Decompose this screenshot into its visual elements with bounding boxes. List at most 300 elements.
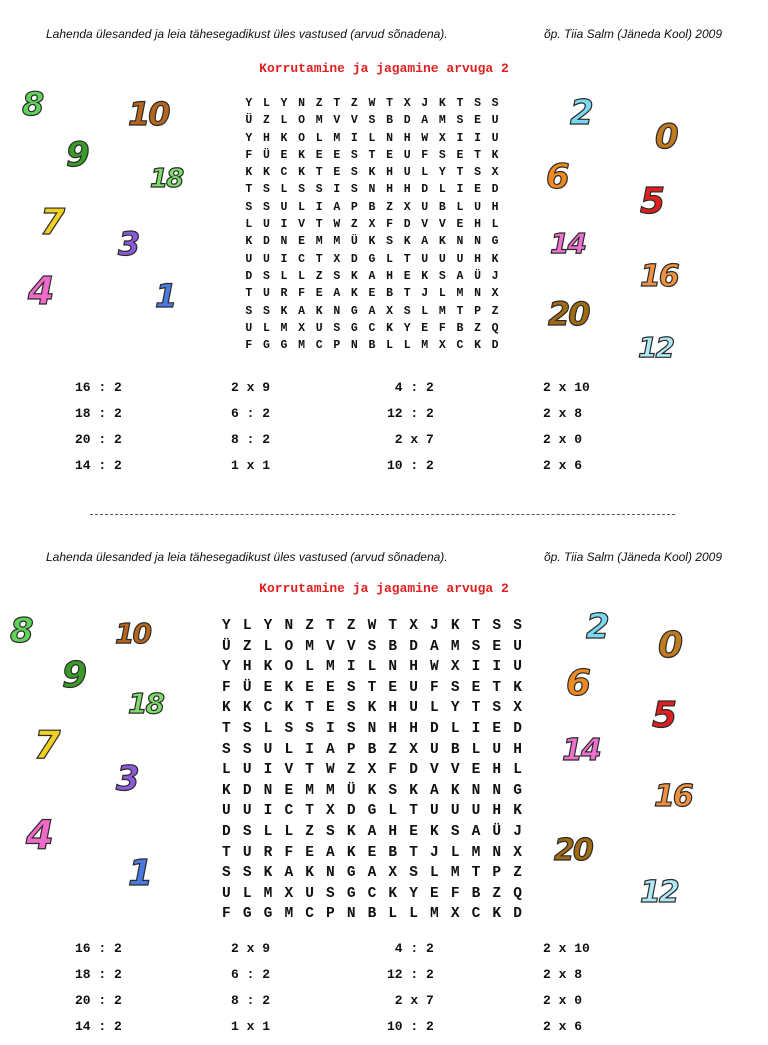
grid-letter: E [430,885,439,902]
grid-letter: T [222,720,231,737]
grid-row [216,698,528,719]
grid-letter: L [368,131,376,145]
grid-letter: U [242,844,252,861]
grid-letter: K [513,803,522,820]
grid-letter: I [492,659,502,676]
grid-letter: I [280,218,288,232]
grid-letter: L [222,762,231,779]
number-5-illustration: 5 [640,181,664,222]
grid-letter: I [471,659,481,676]
grid-letter: L [367,659,377,676]
grid-letter: X [333,252,341,266]
grid-letter: C [263,700,273,717]
exercise: 4 : 2 [387,941,434,956]
grid-letter: L [421,166,429,180]
grid-letter: I [350,131,358,145]
number-9-illustration: 9 [66,135,88,175]
grid-letter: S [471,638,481,655]
grid-letter: U [491,131,499,145]
grid-letter: P [350,200,358,214]
grid-letter: F [450,885,460,902]
grid-letter: T [403,287,411,301]
exercise: 20 : 2 [75,432,122,447]
grid-letter: T [471,865,481,882]
grid-letter: E [333,166,341,180]
grid-letter: P [346,741,356,758]
grid-letter: T [367,679,377,696]
grid-letter: S [333,321,341,335]
grid-letter: U [403,148,411,162]
grid-row [240,164,504,181]
grid-letter: T [456,97,464,110]
grid-letter: U [513,638,522,655]
number-2-illustration: 2 [570,93,592,133]
grid-letter: V [333,114,341,128]
grid-letter: K [263,865,273,882]
grid-letter: H [474,218,481,232]
grid-letter: L [450,844,460,861]
grid-letter: H [513,741,522,758]
grid-letter: L [263,638,273,655]
grid-letter: S [492,618,502,634]
grid-letter: S [222,741,231,758]
grid-letter: X [403,97,411,110]
grid-letter: U [263,741,273,758]
grid-letter: D [403,218,411,232]
grid-letter: G [491,235,499,249]
number-20-illustration: 20 [548,295,589,333]
grid-letter: K [298,166,306,180]
grid-letter: M [315,235,323,249]
grid-letter: S [450,679,460,696]
number-7-illustration: 7 [40,202,64,243]
grid-letter: E [333,148,341,162]
grid-letter: K [491,252,499,266]
exercise: 8 : 2 [231,432,271,447]
grid-letter: T [456,304,464,318]
worksheet-title: Korrutamine ja jagamine arvuga 2 [259,581,509,596]
grid-letter: L [430,700,439,717]
grid-row [216,740,528,761]
grid-letter: T [305,700,314,717]
grid-letter: U [403,166,411,180]
grid-letter: E [386,148,393,162]
grid-letter: L [280,114,288,128]
grid-letter: U [513,659,522,676]
grid-letter: W [333,218,341,232]
grid-letter: D [346,803,356,820]
exercise-row [0,432,768,458]
grid-letter: C [284,803,294,820]
number-12-illustration: 12 [638,331,673,364]
grid-letter: L [280,269,288,283]
grid-letter: K [298,148,306,162]
grid-letter: X [513,844,522,861]
grid-row [240,251,504,268]
grid-letter: H [242,659,252,676]
exercise-row [0,941,768,967]
grid-letter: S [242,823,252,840]
grid-letter: U [245,321,253,335]
instruction-text: Lahenda ülesanded ja leia tähesegadikust üles vastused (arvud sõnadena). [46,27,448,41]
grid-row [240,181,504,198]
grid-letter: U [438,252,446,266]
grid-letter: K [284,700,294,717]
grid-letter: H [409,720,418,737]
exercise: 14 : 2 [75,458,122,473]
grid-letter: P [474,304,481,318]
grid-letter: B [386,287,393,301]
grid-letter: E [305,679,314,696]
grid-letter: S [298,183,306,197]
grid-letter: M [450,638,460,655]
grid-row [216,760,528,781]
grid-letter: K [245,166,253,180]
grid-letter: T [403,252,411,266]
exercise: 10 : 2 [387,1019,434,1034]
grid-letter: Q [513,885,522,902]
exercise-list [0,941,768,1045]
grid-letter: A [333,287,341,301]
grid-letter: K [222,700,231,717]
grid-letter: I [333,183,341,197]
grid-letter: E [298,235,306,249]
grid-letter: L [409,906,418,923]
grid-letter: M [326,659,335,676]
grid-letter: F [222,906,231,923]
grid-letter: K [222,782,231,799]
grid-letter: M [298,339,306,353]
grid-letter: U [492,741,502,758]
number-10-illustration: 10 [128,95,169,133]
grid-letter: Y [409,885,418,902]
grid-letter: V [421,218,429,232]
author-text: õp. Tiia Salm (Jäneda Kool) 2009 [544,550,722,564]
grid-letter: S [350,148,358,162]
grid-letter: N [388,659,398,676]
grid-letter: T [305,803,314,820]
grid-letter: L [298,269,306,283]
grid-letter: L [386,252,393,266]
grid-letter: X [298,321,306,335]
grid-letter: N [474,287,481,301]
exercise: 12 : 2 [387,967,434,982]
grid-letter: I [263,762,273,779]
grid-letter: V [438,218,446,232]
grid-letter: X [403,200,411,214]
grid-letter: E [471,762,481,779]
grid-letter: S [450,823,460,840]
grid-letter: I [315,200,323,214]
number-8-illustration: 8 [22,85,43,123]
grid-letter: K [280,131,288,145]
grid-letter: W [430,659,439,676]
grid-letter: K [350,269,358,283]
grid-letter: S [456,114,464,128]
grid-letter: I [456,131,464,145]
grid-letter: E [315,148,323,162]
grid-letter: K [513,679,522,696]
grid-letter: X [409,618,418,634]
grid-letter: V [350,114,358,128]
grid-row [216,863,528,884]
grid-letter: C [368,321,376,335]
grid-letter: E [474,114,481,128]
exercise: 2 x 0 [543,432,583,447]
grid-letter: Z [315,269,323,283]
grid-letter: V [326,638,335,655]
grid-letter: M [333,235,341,249]
grid-letter: H [409,659,418,676]
grid-letter: E [315,287,323,301]
grid-row [216,781,528,802]
grid-letter: L [438,183,446,197]
grid-letter: K [430,823,439,840]
grid-letter: J [421,287,429,301]
grid-letter: E [388,679,398,696]
grid-letter: K [315,304,323,318]
grid-letter: K [438,97,446,110]
grid-letter: W [367,618,377,634]
grid-letter: K [474,339,481,353]
grid-letter: U [262,252,270,266]
grid-letter: U [491,114,499,128]
grid-letter: L [262,97,270,110]
grid-row [240,112,504,129]
grid-letter: Z [305,823,314,840]
grid-letter: L [284,741,294,758]
grid-letter: T [305,762,314,779]
grid-letter: L [388,906,398,923]
grid-letter: I [305,741,314,758]
grid-letter: X [388,865,398,882]
grid-letter: G [350,321,358,335]
grid-letter: E [263,679,273,696]
grid-letter: Y [222,659,231,676]
grid-letter: N [368,183,376,197]
grid-letter: J [430,618,439,634]
grid-letter: N [346,906,356,923]
grid-letter: S [492,700,502,717]
worksheet-top [0,0,768,500]
grid-letter: C [305,906,314,923]
grid-letter: T [245,287,253,301]
grid-letter: A [368,269,376,283]
grid-letter: E [368,287,376,301]
grid-row [240,285,504,302]
grid-row [240,233,504,250]
grid-letter: K [491,148,499,162]
grid-letter: Y [245,97,253,110]
grid-letter: N [456,235,464,249]
grid-letter: B [388,638,398,655]
grid-letter: K [368,166,376,180]
grid-letter: L [403,339,411,353]
grid-letter: Z [242,638,252,655]
grid-letter: O [298,131,306,145]
grid-letter: X [438,339,446,353]
grid-letter: W [421,131,429,145]
grid-letter: N [284,618,294,634]
number-2-illustration: 2 [586,607,608,647]
grid-letter: Ü [242,679,252,696]
grid-letter: D [242,782,252,799]
number-6-illustration: 6 [546,157,568,197]
grid-letter: K [450,618,460,634]
grid-letter: U [474,200,481,214]
grid-letter: U [305,885,314,902]
number-18-illustration: 18 [150,164,183,194]
grid-letter: V [430,762,439,779]
number-16-illustration: 16 [654,779,692,814]
grid-letter: X [438,131,446,145]
exercise: 1 x 1 [231,1019,271,1034]
grid-letter: N [386,131,393,145]
number-20-illustration: 20 [554,833,592,868]
grid-letter: T [471,700,481,717]
number-7-illustration: 7 [34,723,59,767]
grid-letter: F [284,844,294,861]
grid-letter: L [263,823,273,840]
grid-letter: S [491,97,499,110]
grid-letter: E [492,720,502,737]
grid-letter: Y [245,131,253,145]
grid-letter: B [367,741,377,758]
grid-letter: U [262,218,270,232]
grid-letter: P [492,865,502,882]
grid-letter: L [430,865,439,882]
grid-letter: K [368,235,376,249]
grid-letter: S [346,700,356,717]
exercise: 2 x 6 [543,458,583,473]
grid-letter: Z [315,97,323,110]
grid-letter: B [471,885,481,902]
grid-row [240,199,504,216]
grid-letter: K [438,235,446,249]
grid-letter: D [430,720,439,737]
grid-letter: S [409,865,418,882]
word-search-grid [240,95,504,354]
number-4-illustration: 4 [26,813,52,859]
grid-letter: Y [263,618,273,634]
grid-letter: D [403,114,411,128]
grid-letter: L [438,287,446,301]
grid-letter: M [326,782,335,799]
grid-letter: H [403,131,411,145]
grid-letter: K [450,782,460,799]
grid-letter: Z [350,97,358,110]
grid-letter: G [513,782,522,799]
grid-letter: M [421,339,429,353]
grid-row [216,904,528,925]
grid-letter: S [388,782,398,799]
grid-letter: S [333,269,341,283]
grid-letter: K [305,865,314,882]
exercise: 14 : 2 [75,1019,122,1034]
number-6-illustration: 6 [566,663,590,704]
grid-letter: Ü [346,782,356,799]
grid-letter: S [474,166,481,180]
exercise: 2 x 7 [387,993,434,1008]
grid-letter: P [326,906,335,923]
grid-letter: E [409,823,418,840]
grid-letter: N [471,782,481,799]
grid-letter: F [421,148,429,162]
grid-letter: L [388,803,398,820]
grid-letter: B [450,741,460,758]
exercise-row [0,993,768,1019]
grid-letter: A [326,844,335,861]
grid-letter: T [333,97,341,110]
grid-letter: N [298,97,306,110]
grid-letter: S [403,304,411,318]
grid-letter: E [305,844,314,861]
grid-letter: O [284,638,294,655]
grid-letter: S [513,618,522,634]
grid-letter: K [262,166,270,180]
exercise: 2 x 10 [543,380,590,395]
grid-letter: U [409,679,418,696]
exercise: 1 x 1 [231,458,271,473]
number-16-illustration: 16 [640,259,678,294]
grid-row [240,303,504,320]
grid-letter: E [421,321,429,335]
grid-letter: Ü [474,269,481,283]
grid-row [240,95,504,112]
grid-letter: K [350,287,358,301]
grid-letter: H [491,200,499,214]
number-3-illustration: 3 [118,225,139,263]
grid-letter: N [326,865,335,882]
grid-letter: J [513,823,522,840]
number-9-illustration: 9 [62,655,86,696]
grid-letter: N [263,782,273,799]
grid-letter: Ü [222,638,231,655]
exercise: 2 x 8 [543,967,583,982]
grid-letter: R [263,844,273,861]
grid-letter: L [513,762,522,779]
grid-letter: O [284,659,294,676]
grid-row [240,268,504,285]
grid-letter: K [280,304,288,318]
grid-letter: H [386,166,393,180]
grid-letter: X [326,803,335,820]
grid-letter: N [492,782,502,799]
grid-letter: E [492,638,502,655]
number-0-illustration: 0 [655,117,677,157]
grid-letter: A [298,304,306,318]
grid-letter: A [421,235,429,249]
grid-letter: T [409,803,418,820]
grid-letter: U [245,252,253,266]
grid-letter: M [315,114,323,128]
grid-row [240,337,504,354]
grid-letter: G [367,803,377,820]
grid-letter: K [388,885,398,902]
number-14-illustration: 14 [562,733,600,768]
grid-letter: B [367,906,377,923]
exercise: 20 : 2 [75,993,122,1008]
grid-letter: N [492,844,502,861]
exercise: 16 : 2 [75,380,122,395]
grid-letter: M [456,287,464,301]
grid-letter: I [326,720,335,737]
grid-letter: D [421,183,429,197]
grid-letter: S [262,200,270,214]
exercise-row [0,458,768,484]
grid-letter: I [474,131,481,145]
grid-letter: F [222,679,231,696]
